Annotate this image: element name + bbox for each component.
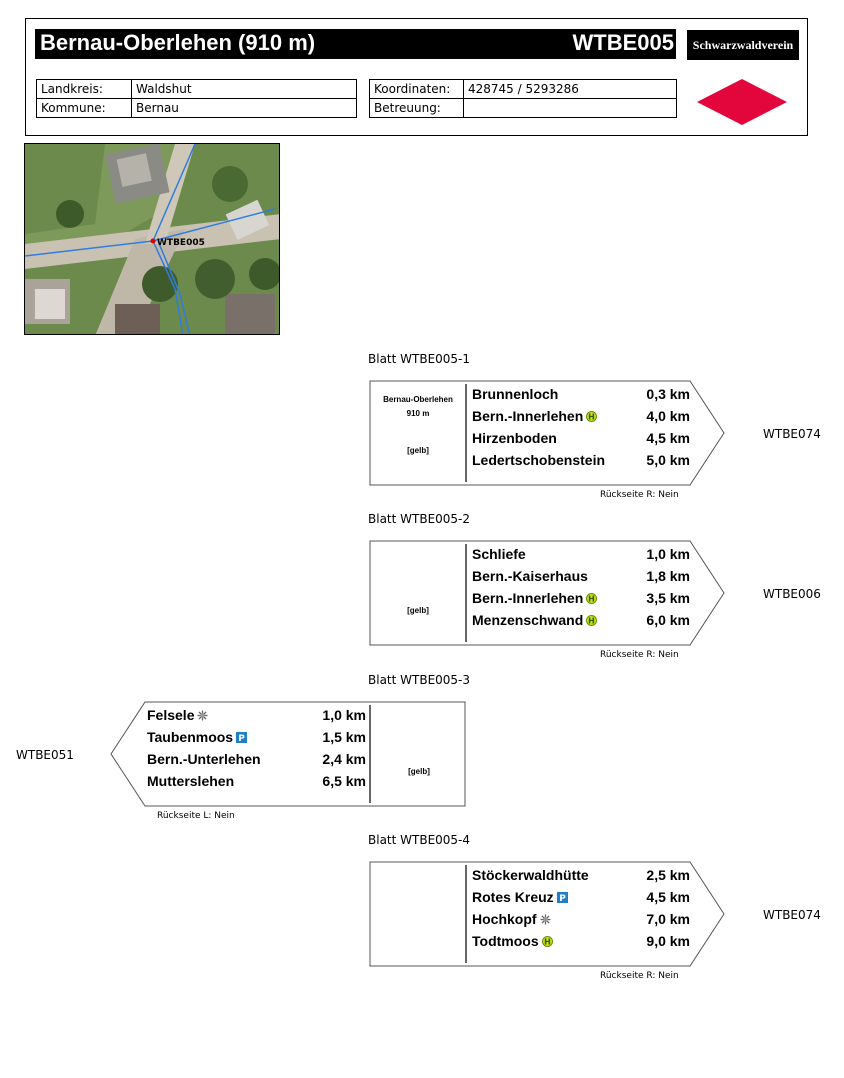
destination-distance: 6,0 km [646,612,690,628]
destination-row [472,867,589,883]
destination-row [147,707,208,723]
destination-distance: 2,5 km [646,867,690,883]
destination-name: Ledertschobenstein [472,452,606,468]
destination-row [472,889,568,905]
coordinates-value: 428745 / 5293286 [464,80,677,99]
sheet-label: Blatt WTBE005-4 [368,833,471,847]
destination-row [147,751,261,767]
svg-text:H: H [588,616,596,626]
destination-row [472,452,605,468]
back-side-note: Rückseite R: Nein [600,650,679,660]
destination-name: Felsele [147,707,195,723]
svg-text:P: P [558,894,566,903]
destination-row [472,568,588,584]
destination-name: Hochkopf [472,911,537,927]
betreuung-label: Betreuung: [370,99,464,118]
title-bar [35,29,676,59]
trail-marker-label: [gelb] [407,606,429,615]
landkreis-value: Waldshut [132,80,357,99]
destination-distance: 3,5 km [646,590,690,606]
coordinates-label: Koordinaten: [370,80,464,99]
destination-name: Brunnenloch [472,386,559,402]
target-point-code: WTBE074 [763,427,821,441]
landkreis-label: Landkreis: [37,80,132,99]
trail-marker-label: [gelb] [408,767,430,776]
target-point-code: WTBE051 [16,748,74,762]
svg-text:H: H [588,594,596,604]
destination-name: Bern.-Innerlehen [472,408,584,424]
destination-distance: 5,0 km [646,452,690,468]
destination-name: Menzenschwand [472,612,584,628]
destination-name: Taubenmoos [147,729,234,745]
destination-distance: 1,0 km [646,546,690,562]
parking-icon [236,732,247,743]
destination-name: Mutterslehen [147,773,235,789]
target-point-code: WTBE074 [763,908,821,922]
destination-name: Hirzenboden [472,430,557,446]
viewpoint-icon [197,710,208,721]
destination-distance: 1,8 km [646,568,690,584]
destination-row [147,729,247,745]
destination-distance: 1,0 km [322,707,366,723]
destination-name: Bern.-Unterlehen [147,751,261,767]
destination-distance: 0,3 km [646,386,690,402]
sign-location-name: Bernau-Oberlehen [383,395,453,404]
bus-stop-icon [586,411,597,422]
destination-row [472,933,553,949]
destination-distance: 7,0 km [646,911,690,927]
destination-name: Bern.-Kaiserhaus [472,568,588,584]
svg-text:P: P [238,734,245,743]
betreuung-value [464,99,677,118]
trail-diamond-icon [697,79,787,125]
sign-location-elevation: 910 m [406,409,430,418]
table-row [37,80,357,99]
destination-name: Schliefe [472,546,526,562]
svg-text:H: H [588,412,596,422]
aerial-map [24,143,280,335]
destination-row [472,911,551,927]
destination-row [147,773,234,789]
trail-marker-label: [gelb] [407,446,429,455]
destination-row [472,408,597,424]
schwarzwaldverein-logo: Schwarzwaldverein [687,30,799,60]
destination-distance: 1,5 km [322,729,366,745]
destination-distance: 4,5 km [646,430,690,446]
location-code: WTBE005 [572,30,674,55]
destination-name: Stöckerwaldhütte [472,867,589,883]
destination-row [472,430,557,446]
target-point-code: WTBE006 [763,587,821,601]
bus-stop-icon [586,593,597,604]
back-side-note: Rückseite R: Nein [600,490,679,500]
destination-distance: 9,0 km [646,933,690,949]
page-title: Bernau-Oberlehen (910 m) [40,30,316,55]
destination-row [472,386,558,402]
back-side-note: Rückseite R: Nein [600,971,679,981]
destination-distance: 4,0 km [646,408,690,424]
admin-table [36,79,357,118]
location-point-icon [151,239,156,244]
destination-distance: 6,5 km [322,773,366,789]
back-side-note: Rückseite L: Nein [157,811,235,821]
table-row [37,99,357,118]
destination-row [472,590,597,606]
destination-name: Rotes Kreuz [472,889,554,905]
aerial-photo [25,144,280,335]
destination-name: Todtmoos [472,933,539,949]
map-point-label: WTBE005 [157,238,205,248]
destination-distance: 4,5 km [646,889,690,905]
svg-text:H: H [543,937,551,947]
sheet-label: Blatt WTBE005-3 [368,673,471,687]
table-row [370,80,677,99]
parking-icon [557,892,568,903]
destination-name: Bern.-Innerlehen [472,590,584,606]
kommune-label: Kommune: [37,99,132,118]
destination-distance: 2,4 km [322,751,366,767]
table-row [370,99,677,118]
sheet-label: Blatt WTBE005-1 [368,352,471,366]
kommune-value: Bernau [132,99,357,118]
viewpoint-icon [540,914,551,925]
destination-row [472,612,597,628]
destination-row [472,546,526,562]
coordinates-table [369,79,677,118]
bus-stop-icon [542,936,553,947]
sheet-label: Blatt WTBE005-2 [368,512,471,526]
bus-stop-icon [586,615,597,626]
